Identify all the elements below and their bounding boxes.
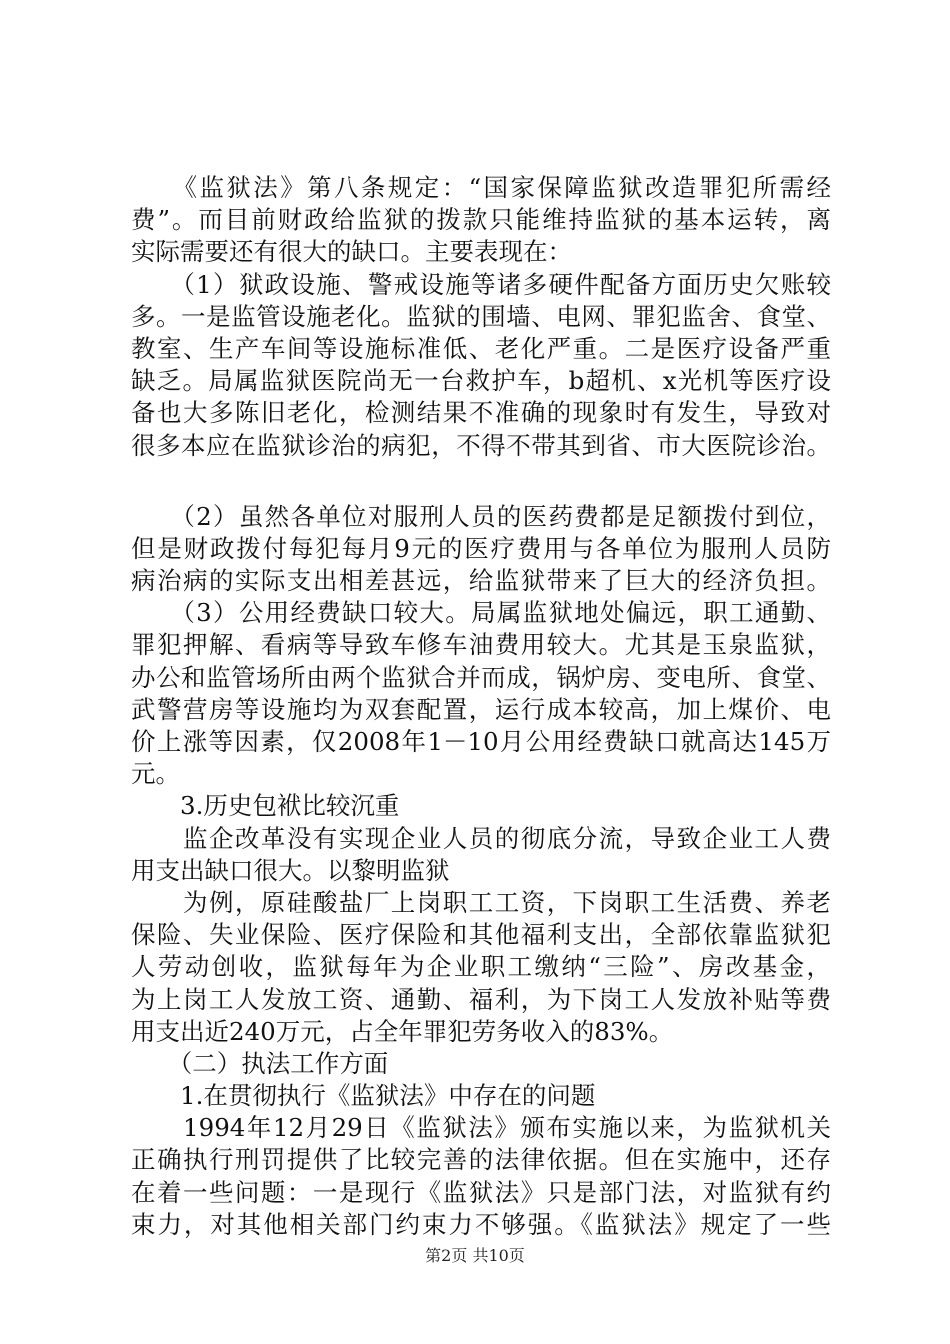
text-line: 费”。而目前财政给监狱的拨款只能维持监狱的基本运转，离	[131, 205, 831, 235]
section-heading: 3.历史包袱比较沉重	[131, 791, 400, 821]
text-line: 多。一是监管设施老化。监狱的围墙、电网、罪犯监舍、食堂、	[131, 301, 831, 331]
text-line: 元。	[131, 759, 180, 789]
text-line: 用支出缺口很大。以黎明监狱	[131, 855, 450, 885]
text-line: 武警营房等设施均为双套配置，运行成本较高，加上煤价、电	[131, 694, 831, 724]
text-line: 《监狱法》第八条规定：“国家保障监狱改造罪犯所需经	[131, 173, 831, 202]
text-line: 很多本应在监狱诊治的病犯，不得不带其到省、市大医院诊治。	[131, 430, 831, 460]
text-line: 但是财政拨付每犯每月9元的医疗费用与各单位为服刑人员防	[131, 533, 831, 563]
text-line: 为上岗工人发放工资、通勤、福利，为下岗工人发放补贴等费	[131, 984, 831, 1014]
text-line: 为例，原硅酸盐厂上岗职工工资，下岗职工生活费、养老	[131, 887, 831, 917]
text-line: 实际需要还有很大的缺口。主要表现在：	[131, 237, 572, 267]
text-line: 人劳动创收，监狱每年为企业职工缴纳“三险”、房改基金，	[131, 952, 831, 982]
text-line: 保险、失业保险、医疗保险和其他福利支出，全部依靠监狱犯	[131, 920, 831, 950]
text-line: 监企改革没有实现企业人员的彻底分流，导致企业工人费	[131, 823, 831, 853]
page-number: 第2页 共10页	[425, 1246, 525, 1265]
text-line: 缺乏。局属监狱医院尚无一台救护车，b超机、x光机等医疗设	[131, 366, 831, 396]
text-line: 病治病的实际支出相差甚远，给监狱带来了巨大的经济负担。	[131, 566, 831, 596]
text-line: （3）公用经费缺口较大。局属监狱地处偏远，职工通勤、	[131, 598, 831, 628]
text-line: 用支出近240万元，占全年罪犯劳务收入的83%。	[131, 1016, 674, 1046]
text-line: （2）虽然各单位对服刑人员的医药费都是足额拨付到位，	[131, 501, 831, 531]
text-line: （1）狱政设施、警戒设施等诸多硬件配备方面历史欠账较	[131, 269, 831, 299]
section-heading: 1.在贯彻执行《监狱法》中存在的问题	[131, 1081, 596, 1111]
text-line: 1994年12月29日《监狱法》颁布实施以来，为监狱机关	[131, 1113, 831, 1143]
text-line: 办公和监管场所由两个监狱合并而成，锅炉房、变电所、食堂、	[131, 662, 831, 692]
text-line: 正确执行刑罚提供了比较完善的法律依据。但在实施中，还存	[131, 1145, 831, 1175]
document-body	[131, 172, 831, 1241]
text-line: 罪犯押解、看病等导致车修车油费用较大。尤其是玉泉监狱，	[131, 630, 831, 660]
text-line: 在着一些问题：一是现行《监狱法》只是部门法，对监狱有约	[131, 1177, 831, 1207]
text-line: 教室、生产车间等设施标准低、老化严重。二是医疗设备严重	[131, 333, 831, 363]
text-line: 价上涨等因素，仅2008年1－10月公用经费缺口就高达145万	[131, 727, 831, 756]
section-heading: （二）执法工作方面	[131, 1048, 389, 1078]
text-line: 束力，对其他相关部门约束力不够强。《监狱法》规定了一些	[131, 1209, 831, 1239]
paragraph-gap	[131, 462, 831, 501]
text-line: 备也大多陈旧老化，检测结果不准确的现象时有发生，导致对	[131, 398, 831, 428]
